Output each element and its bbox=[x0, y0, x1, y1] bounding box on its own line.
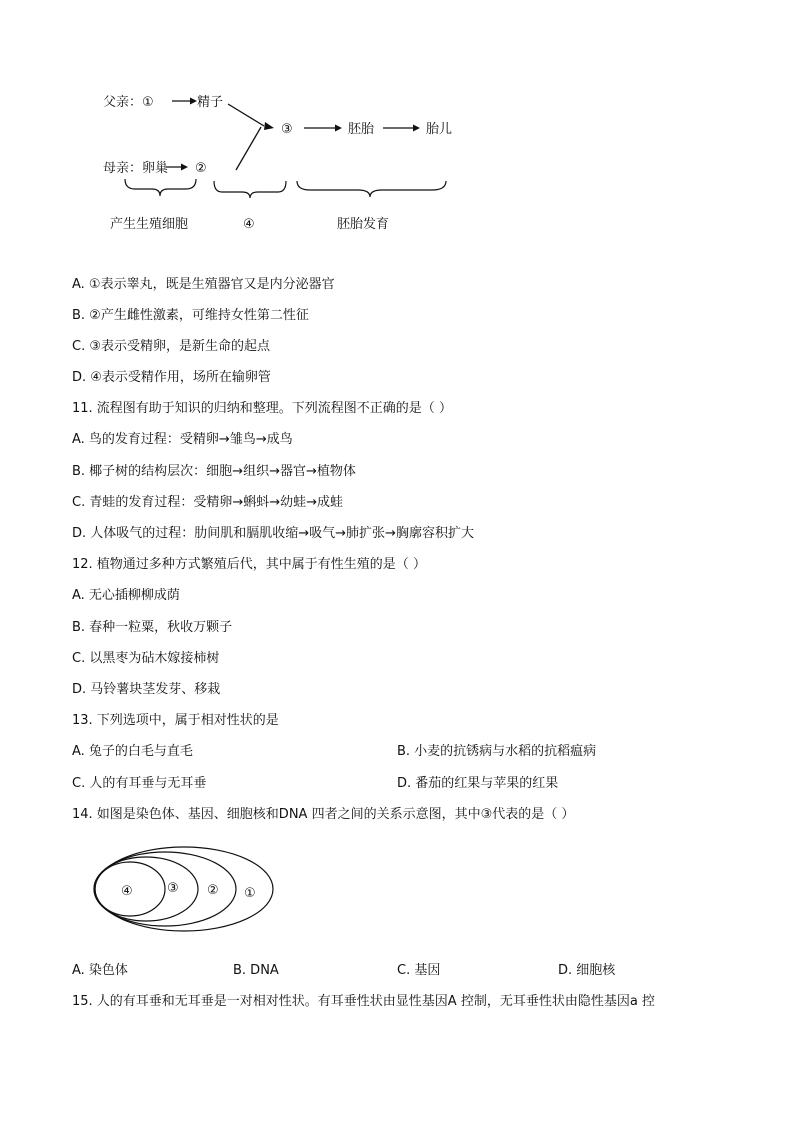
q15-stem: 15. 人的有耳垂和无耳垂是一对相对性状。有耳垂性状由显性基因A 控制，无耳垂性状由隐性基因a 控 bbox=[72, 994, 655, 1009]
q12-option-b: B. 春种一粒粟，秋收万颗子 bbox=[72, 620, 233, 635]
q14-stem: 14. 如图是染色体、基因、细胞核和DNA 四者之间的关系示意图，其中③代表的是（ ） bbox=[72, 807, 575, 822]
node2-label: ② bbox=[195, 161, 207, 176]
circle-label-1: ① bbox=[244, 886, 256, 901]
q11-option-b: B. 椰子树的结构层次：细胞→组织→器官→植物体 bbox=[72, 464, 356, 479]
mother-label: 母亲：卵巢 bbox=[103, 161, 169, 176]
brace-node4-label: ④ bbox=[243, 217, 255, 232]
q12-stem: 12. 植物通过多种方式繁殖后代，其中属于有性生殖的是（ ） bbox=[72, 557, 426, 572]
q11-option-c: C. 青蛙的发育过程：受精卵→蝌蚪→幼蛙→成蛙 bbox=[72, 495, 344, 510]
node3-label: ③ bbox=[281, 122, 293, 137]
q11-option-d: D. 人体吸气的过程：肋间肌和膈肌收缩→吸气→肺扩张→胸廓容积扩大 bbox=[72, 526, 474, 541]
q13-option-c: C. 人的有耳垂与无耳垂 bbox=[72, 776, 207, 791]
q10-option-b: B. ②产生雌性激素，可维持女性第二性征 bbox=[72, 308, 309, 323]
father-label: 父亲：① bbox=[103, 95, 154, 110]
q13-option-a: A. 兔子的白毛与直毛 bbox=[72, 744, 193, 759]
line-egg-to-zygote bbox=[236, 127, 261, 170]
circle-label-4: ④ bbox=[121, 884, 133, 899]
q14-option-d: D. 细胞核 bbox=[558, 963, 616, 978]
brace-reproductive-label: 产生生殖细胞 bbox=[110, 217, 189, 232]
q10-option-d: D. ④表示受精作用，场所在输卵管 bbox=[72, 370, 271, 385]
q13-option-d: D. 番茄的红果与苹果的红果 bbox=[397, 776, 559, 791]
q13-option-b: B. 小麦的抗锈病与水稻的抗稻瘟病 bbox=[397, 744, 597, 759]
q13-stem: 13. 下列选项中，属于相对性状的是 bbox=[72, 713, 279, 728]
line-sperm-to-zygote bbox=[228, 104, 264, 126]
q10-option-c: C. ③表示受精卵，是新生命的起点 bbox=[72, 339, 270, 354]
q14-option-a: A. 染色体 bbox=[72, 963, 128, 978]
circle-label-3: ③ bbox=[167, 881, 179, 896]
brace-reproductive bbox=[125, 179, 196, 196]
arrowhead bbox=[181, 164, 188, 171]
q14-option-c: C. 基因 bbox=[397, 963, 441, 978]
q14-option-b: B. DNA bbox=[233, 963, 279, 978]
brace-development-label: 胚胎发育 bbox=[337, 217, 390, 232]
q12-option-d: D. 马铃薯块茎发芽、移栽 bbox=[72, 682, 221, 697]
q11-option-a: A. 鸟的发育过程：受精卵→雏鸟→成鸟 bbox=[72, 432, 293, 447]
brace-fertilization bbox=[214, 181, 286, 198]
q11-stem: 11. 流程图有助于知识的归纳和整理。下列流程图不正确的是（ ） bbox=[72, 401, 452, 416]
q12-option-c: C. 以黑枣为砧木嫁接柿树 bbox=[72, 651, 220, 666]
brace-development bbox=[297, 181, 446, 197]
arrowhead bbox=[335, 125, 342, 132]
arrowhead bbox=[264, 122, 274, 130]
circle-label-2: ② bbox=[207, 883, 219, 898]
fetus-label: 胎儿 bbox=[426, 122, 453, 137]
arrowhead bbox=[413, 125, 420, 132]
arrowhead bbox=[190, 98, 197, 105]
embryo-label: 胚胎 bbox=[348, 122, 375, 137]
q10-option-a: A. ①表示睾丸，既是生殖器官又是内分泌器官 bbox=[72, 277, 335, 292]
reproduction-flow-diagram bbox=[0, 0, 794, 245]
q12-option-a: A. 无心插柳柳成荫 bbox=[72, 588, 180, 603]
nested-ellipses-diagram bbox=[0, 840, 794, 940]
sperm-label: 精子 bbox=[197, 95, 224, 110]
